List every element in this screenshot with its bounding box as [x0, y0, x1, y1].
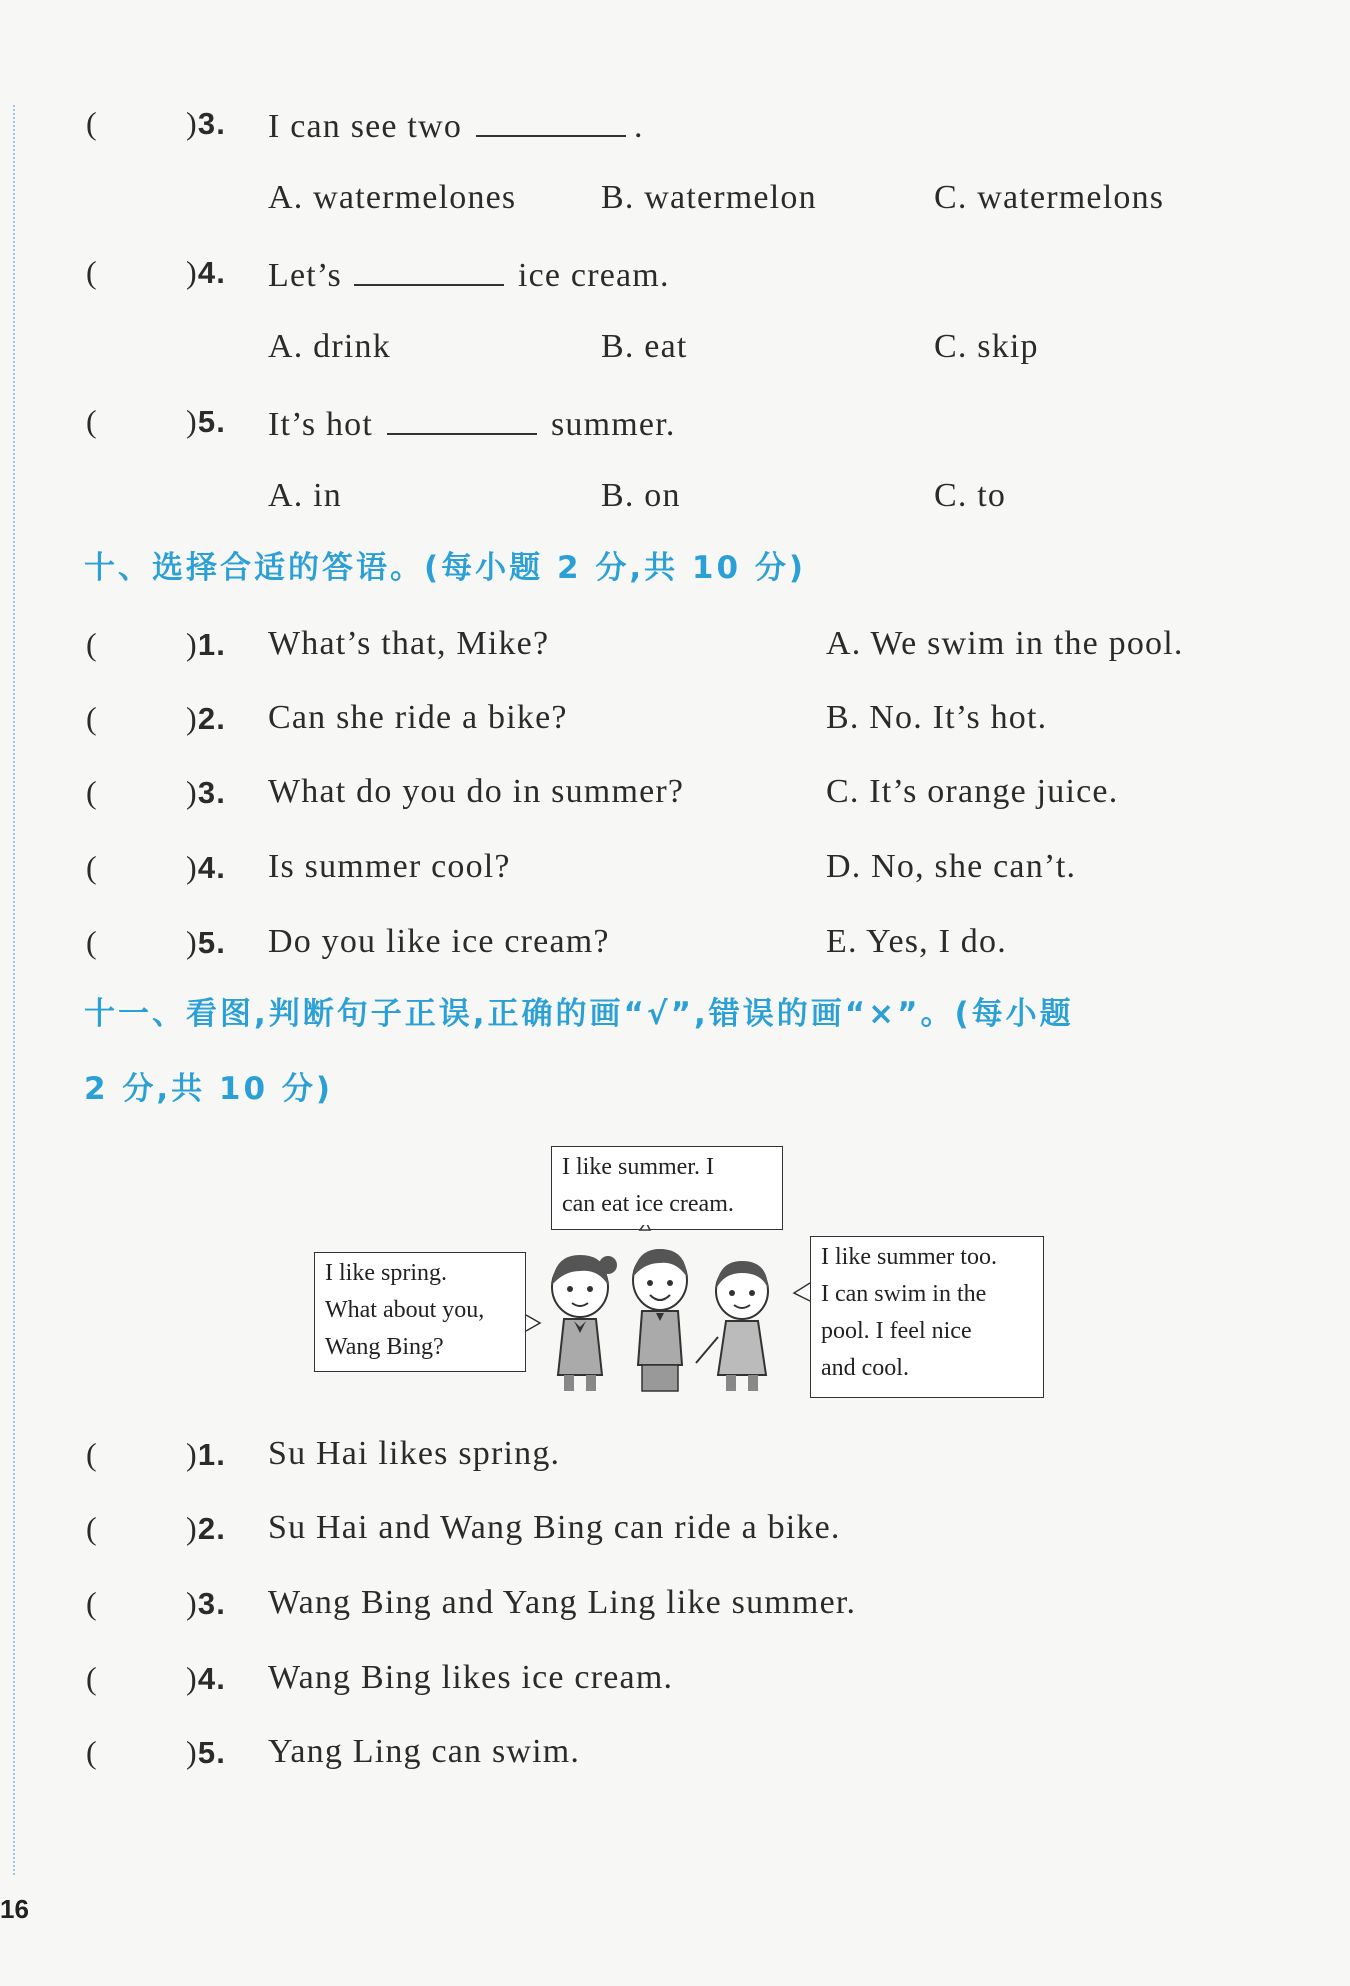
question-number: 4.: [197, 255, 227, 290]
answer-option: C. It’s orange juice.: [826, 773, 1119, 810]
answer-paren[interactable]: (: [86, 700, 98, 736]
option-b: B. watermelon: [601, 179, 817, 216]
girl-right-figure: [696, 1261, 768, 1391]
answer-option: B. No. It’s hot.: [826, 699, 1048, 736]
answer-paren[interactable]: (: [86, 1585, 98, 1621]
answer-paren[interactable]: (: [86, 626, 98, 662]
children-illustration: [520, 1225, 820, 1395]
answer-paren[interactable]: (: [86, 1660, 98, 1696]
fill-blank[interactable]: [354, 252, 504, 286]
option-b: B. eat: [601, 328, 688, 365]
answer-paren[interactable]: (: [86, 1510, 98, 1546]
speech-bubble-top: I like summer. I can eat ice cream.: [551, 1146, 783, 1230]
section11-heading: 十一、看图,判断句子正误,正确的画“√”,错误的画“×”。(每小题: [84, 996, 1074, 1032]
question-number: 3.: [197, 106, 227, 141]
speech-bubble-left: I like spring. What about you, Wang Bing?: [314, 1252, 526, 1372]
fill-blank[interactable]: [476, 103, 626, 137]
option-a: A. in: [268, 477, 342, 514]
question-text: I can see two .: [268, 103, 644, 147]
answer-option: D. No, she can’t.: [826, 848, 1077, 885]
option-a: A. drink: [268, 328, 391, 365]
statement-text: Wang Bing and Yang Ling like summer.: [268, 1584, 857, 1621]
question-text: It’s hot summer.: [268, 401, 676, 445]
answer-paren[interactable]: (: [86, 254, 98, 290]
answer-paren[interactable]: (: [86, 1734, 98, 1770]
fill-blank[interactable]: [387, 401, 537, 435]
page-number: 16: [0, 1894, 29, 1924]
binding-margin-line: [13, 105, 15, 1875]
question-text: What do you do in summer?: [268, 773, 685, 810]
statement-text: Wang Bing likes ice cream.: [268, 1659, 674, 1696]
option-c: C. watermelons: [934, 179, 1165, 216]
option-a: A. watermelones: [268, 179, 517, 216]
answer-paren[interactable]: (: [86, 1436, 98, 1472]
answer-paren[interactable]: (: [86, 774, 98, 810]
option-b: B. on: [601, 477, 681, 514]
girl-left-figure: [552, 1255, 617, 1391]
option-c: C. skip: [934, 328, 1039, 365]
answer-option: A. We swim in the pool.: [826, 625, 1184, 662]
question-text: Can she ride a bike?: [268, 699, 568, 736]
question-text: Is summer cool?: [268, 848, 511, 885]
answer-paren[interactable]: (: [86, 403, 98, 439]
question-number: 5.: [197, 404, 227, 439]
answer-paren[interactable]: (: [86, 105, 98, 141]
question-text: What’s that, Mike?: [268, 625, 550, 662]
section10-heading: 十、选择合适的答语。(每小题 2 分,共 10 分): [84, 550, 806, 586]
speech-bubble-right: I like summer too. I can swim in the pool. I feel nice and cool.: [810, 1236, 1044, 1398]
answer-paren[interactable]: (: [86, 849, 98, 885]
statement-text: Su Hai and Wang Bing can ride a bike.: [268, 1509, 841, 1546]
statement-text: Su Hai likes spring.: [268, 1435, 561, 1472]
answer-option: E. Yes, I do.: [826, 923, 1007, 960]
boy-middle-figure: [633, 1249, 687, 1391]
question-text: Do you like ice cream?: [268, 923, 610, 960]
statement-text: Yang Ling can swim.: [268, 1733, 581, 1770]
section11-heading-cont: 2 分,共 10 分): [84, 1071, 334, 1107]
question-text: Let’s ice cream.: [268, 252, 670, 296]
option-c: C. to: [934, 477, 1007, 514]
answer-paren[interactable]: (: [86, 924, 98, 960]
